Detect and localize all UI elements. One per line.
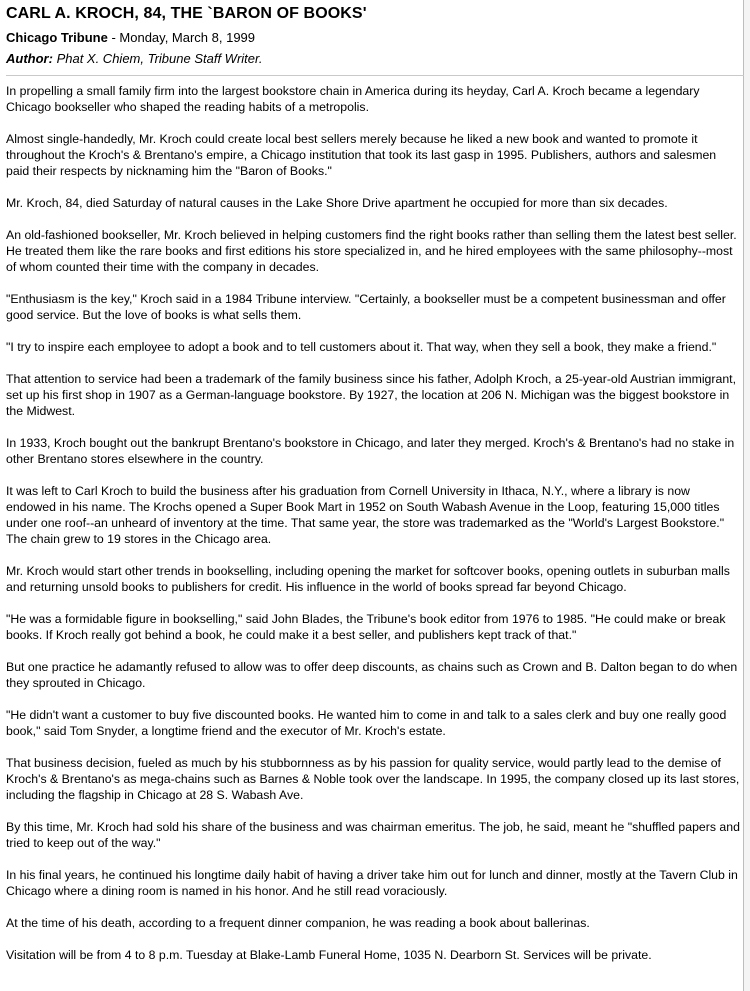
article-paragraph: "He was a formidable figure in bookselling," said John Blades, the Tribune's book editor from 1976 to 1985. "He could make or break books. If Kroch really got behind a book, he could make it a best seller, and publishers kept track of that." — [6, 612, 726, 642]
article-paragraph: "Enthusiasm is the key," Kroch said in a 1984 Tribune interview. "Certainly, a bookseller must be a competent businessman and offer good service. But the love of books is what sells them. — [6, 292, 726, 322]
article-paragraph: By this time, Mr. Kroch had sold his share of the business and was chairman emeritus. The job, he said, meant he "shuffled papers and tried to keep out of the way." — [6, 820, 740, 850]
article-paragraph: Mr. Kroch, 84, died Saturday of natural causes in the Lake Shore Drive apartment he occupied for more than six decades. — [6, 196, 668, 210]
source-name: Chicago Tribune — [6, 30, 108, 45]
header-divider — [6, 75, 744, 76]
article-paragraph: "I try to inspire each employee to adopt a book and to tell customers about it. That way, when they sell a book, they make a friend." — [6, 340, 717, 354]
article-title: CARL A. KROCH, 84, THE `BARON OF BOOKS' — [6, 5, 367, 22]
author-line — [6, 51, 262, 67]
article-paragraph: In his final years, he continued his longtime daily habit of having a driver take him out for lunch and dinner, mostly at the Tavern Club in Chicago where a dining room is named in his honor. And he still read voraciously. — [6, 868, 738, 898]
article-paragraph: In propelling a small family firm into the largest bookstore chain in America during its heyday, Carl A. Kroch became a legendary Chicago bookseller who shaped the reading habits of a metropolis. — [6, 84, 700, 114]
author-label: Author: — [6, 51, 53, 66]
author-name: Phat X. Chiem, Tribune Staff Writer. — [56, 51, 263, 66]
article-paragraph: Mr. Kroch would start other trends in bookselling, including opening the market for softcover books, opening outlets in suburban malls and returning unsold books to publishers for credit. His influence in the world of books spread far beyond Chicago. — [6, 564, 730, 594]
source-separator: - — [107, 30, 120, 45]
window-edge — [744, 0, 750, 991]
article-paragraph: That business decision, fueled as much by his stubbornness as by his passion for quality service, would partly lead to the demise of Kroch's & Brentano's as mega-chains such as Barnes & Noble took over the landscape. In 1995, the company closed up its last stores, including the flagship in Chicago at 28 S. Wabash Ave. — [6, 756, 740, 802]
article-body — [6, 83, 742, 979]
article-paragraph: Visitation will be from 4 to 8 p.m. Tuesday at Blake-Lamb Funeral Home, 1035 N. Dearborn St. Services will be private. — [6, 948, 652, 962]
article-paragraph: Almost single-handedly, Mr. Kroch could create local best sellers merely because he liked a new book and wanted to promote it throughout the Kroch's & Brentano's empire, a Chicago institution that took its last gasp in 1995. Publishers, authors and salesmen paid their respects by nicknaming him the "Baron of Books." — [6, 132, 717, 178]
article-paragraph: An old-fashioned bookseller, Mr. Kroch believed in helping customers find the right books rather than selling them the latest best seller. He treated them like the rare books and first editions his store specialized in, and he hired employees with the same philosophy--most of whom counted their time with the company in decades. — [6, 228, 737, 274]
article-paragraph: But one practice he adamantly refused to allow was to offer deep discounts, as chains such as Crown and B. Dalton began to do when they sprouted in Chicago. — [6, 660, 738, 690]
article-paragraph: At the time of his death, according to a frequent dinner companion, he was reading a book about ballerinas. — [6, 916, 590, 930]
publication-date: Monday, March 8, 1999 — [119, 30, 256, 45]
article-paragraph: It was left to Carl Kroch to build the business after his graduation from Cornell University in Ithaca, N.Y., where a library is now endowed in his name. The Krochs opened a Super Book Mart in 1952 on South Wabash Avenue in the Loop, featuring 15,000 titles under one roof--an unheard of inventory at the time. That same year, the store was trademarked as the "World's Largest Bookstore." The chain grew to 19 stores in the Chicago area. — [6, 484, 725, 546]
article-paragraph: "He didn't want a customer to buy five discounted books. He wanted him to come in and talk to a sales clerk and buy one really good book," said Tom Snyder, a longtime friend and the executor of Mr. Kroch's estate. — [6, 708, 727, 738]
source-line — [6, 30, 255, 46]
article-paragraph: That attention to service had been a trademark of the family business since his father, Adolph Kroch, a 25-year-old Austrian immigrant, set up his first shop in 1907 as a German-language bookstore. By 1927, the location at 206 N. Michigan was the biggest bookstore in the Midwest. — [6, 372, 737, 418]
article-paragraph: In 1933, Kroch bought out the bankrupt Brentano's bookstore in Chicago, and later they merged. Kroch's & Brentano's had no stake in other Brentano stores elsewhere in the country. — [6, 436, 735, 466]
